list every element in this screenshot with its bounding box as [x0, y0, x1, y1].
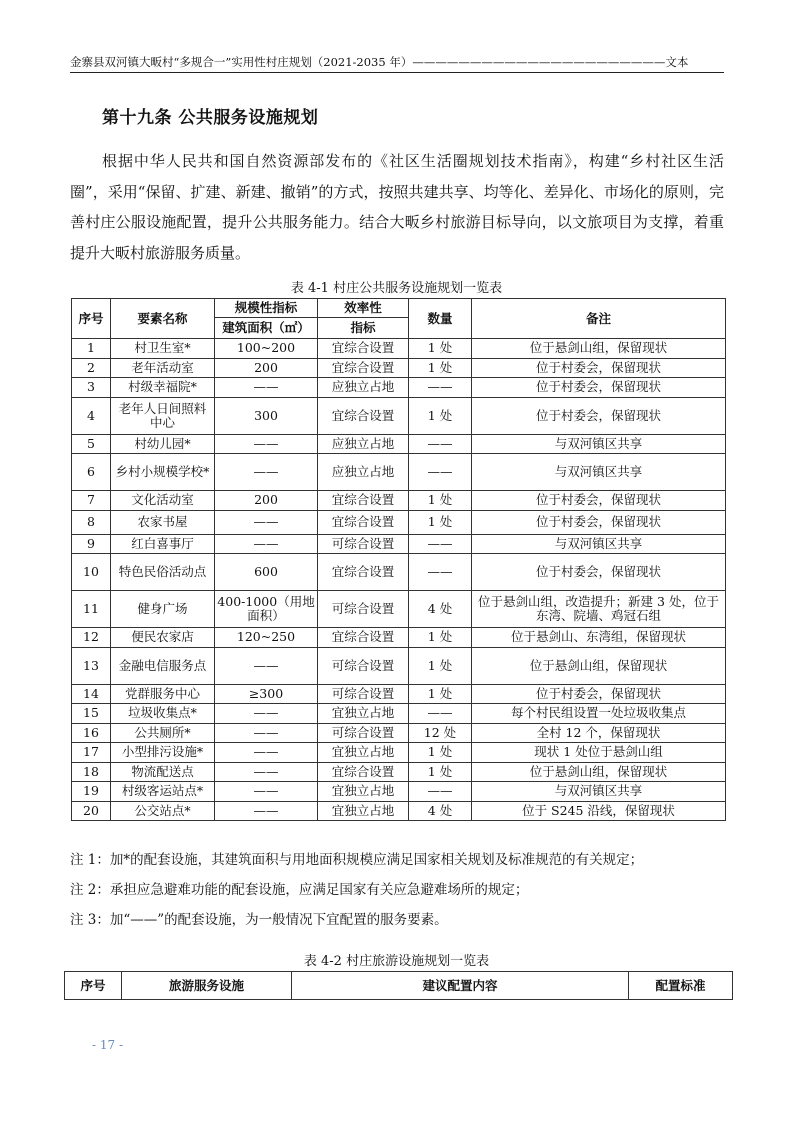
- cell-quantity: ——: [409, 434, 472, 454]
- cell-name: 党群服务中心: [111, 684, 215, 704]
- table-row: [72, 801, 726, 821]
- header-name: 要素名称: [111, 299, 215, 339]
- section-title: 第十九条 公共服务设施规划: [102, 108, 319, 128]
- cell-area: ——: [215, 723, 318, 743]
- cell-note: 位于悬剑山组，保留现状: [472, 647, 726, 684]
- table-row: [72, 723, 726, 743]
- cell-efficiency: 可综合设置: [318, 534, 409, 554]
- cell-area: 600: [215, 554, 318, 591]
- table-row: [72, 397, 726, 434]
- cell-efficiency: 宜综合设置: [318, 397, 409, 434]
- cell-name: 文化活动室: [111, 491, 215, 511]
- cell-efficiency: 宜综合设置: [318, 554, 409, 591]
- cell-quantity: ——: [409, 782, 472, 802]
- cell-name: 物流配送点: [111, 762, 215, 782]
- cell-note: 位于村委会，保留现状: [472, 510, 726, 534]
- header-note: 备注: [472, 299, 726, 339]
- header-scale: 规模性指标: [215, 299, 318, 318]
- cell-efficiency: 宜独立占地: [318, 704, 409, 724]
- cell-area: ——: [215, 434, 318, 454]
- cell-name: 农家书屋: [111, 510, 215, 534]
- cell-quantity: 4 处: [409, 591, 472, 628]
- cell-seq: 5: [72, 434, 111, 454]
- cell-efficiency: 可综合设置: [318, 723, 409, 743]
- note-1: 注 1：加*的配套设施，其建筑面积与用地面积规模应满足国家相关规划及标准规范的有关规定；: [70, 852, 644, 868]
- cell-seq: 16: [72, 723, 111, 743]
- cell-area: ——: [215, 454, 318, 491]
- cell-name: 村级幸福院*: [111, 378, 215, 398]
- table-row: [72, 782, 726, 802]
- cell-area: ——: [215, 782, 318, 802]
- table-row: [72, 647, 726, 684]
- cell-quantity: 4 处: [409, 801, 472, 821]
- cell-note: 位于悬剑山组，保留现状: [472, 339, 726, 359]
- header-efficiency: 效率性: [318, 299, 409, 318]
- cell-quantity: ——: [409, 534, 472, 554]
- cell-seq: 8: [72, 510, 111, 534]
- cell-name: 公交站点*: [111, 801, 215, 821]
- cell-note: 位于村委会，保留现状: [472, 358, 726, 378]
- page-number: - 17 -: [92, 1038, 124, 1052]
- cell-name: 小型排污设施*: [111, 743, 215, 763]
- table-row: [72, 491, 726, 511]
- cell-quantity: ——: [409, 454, 472, 491]
- cell-note: 现状 1 处位于悬剑山组: [472, 743, 726, 763]
- cell-seq: 2: [72, 358, 111, 378]
- table2-caption: 表 4-2 村庄旅游设施规划一览表: [303, 954, 490, 969]
- public-facilities-table: [71, 298, 726, 821]
- cell-quantity: ——: [409, 378, 472, 398]
- cell-area: ——: [215, 378, 318, 398]
- cell-area: 100~200: [215, 339, 318, 359]
- cell-name: 村卫生室*: [111, 339, 215, 359]
- cell-note: 每个村民组设置一处垃圾收集点: [472, 704, 726, 724]
- cell-note: 位于村委会，保留现状: [472, 491, 726, 511]
- cell-seq: 10: [72, 554, 111, 591]
- header-rule: [70, 72, 724, 73]
- cell-seq: 9: [72, 534, 111, 554]
- running-header: 金寨县双河镇大畈村“多规合一”实用性村庄规划（2021-2035 年）——————————————————————文本: [70, 55, 689, 69]
- cell-efficiency: 宜独立占地: [318, 743, 409, 763]
- cell-note: 位于村委会，保留现状: [472, 378, 726, 398]
- cell-area: ——: [215, 647, 318, 684]
- table-row: [72, 378, 726, 398]
- cell-note: 位于村委会，保留现状: [472, 397, 726, 434]
- cell-name: 村级客运站点*: [111, 782, 215, 802]
- cell-area: ≥300: [215, 684, 318, 704]
- public-facilities-table-body: [72, 339, 726, 821]
- note-3: 注 3：加“——”的配套设施，为一般情况下宜配置的服务要素。: [70, 912, 448, 928]
- cell-area: ——: [215, 801, 318, 821]
- cell-seq: 11: [72, 591, 111, 628]
- table-row: [72, 434, 726, 454]
- cell-name: 便民农家店: [111, 628, 215, 648]
- cell-name: 垃圾收集点*: [111, 704, 215, 724]
- cell-note: 与双河镇区共享: [472, 434, 726, 454]
- cell-quantity: 1 处: [409, 628, 472, 648]
- cell-area: ——: [215, 762, 318, 782]
- body-paragraph: 根据中华人民共和国自然资源部发布的《社区生活圈规划技术指南》，构建“乡村社区生活圈”，采用“保留、扩建、新建、撤销”的方式，按照共建共享、均等化、差异化、市场化的原则，完善村庄公服设施配置，提升公共服务能力。结合大畈乡村旅游目标导向，以文旅项目为支撑，着重提升大畈村旅游服务质量。: [70, 152, 724, 262]
- cell-seq: 14: [72, 684, 111, 704]
- cell-quantity: 1 处: [409, 684, 472, 704]
- cell-quantity: ——: [409, 704, 472, 724]
- cell-name: 村幼儿园*: [111, 434, 215, 454]
- cell-efficiency: 宜综合设置: [318, 628, 409, 648]
- cell-note: 与双河镇区共享: [472, 454, 726, 491]
- cell-seq: 7: [72, 491, 111, 511]
- table-row: [72, 554, 726, 591]
- cell-seq: 15: [72, 704, 111, 724]
- cell-efficiency: 可综合设置: [318, 591, 409, 628]
- cell-area: 200: [215, 491, 318, 511]
- cell-name: 金融电信服务点: [111, 647, 215, 684]
- header-seq: 序号: [72, 299, 111, 339]
- cell-name: 乡村小规模学校*: [111, 454, 215, 491]
- cell-quantity: 1 处: [409, 762, 472, 782]
- cell-note: 位于悬剑山组，改造提升；新建 3 处，位于东湾、院墙、鸡冠石组: [472, 591, 726, 628]
- cell-seq: 17: [72, 743, 111, 763]
- table-row: [72, 591, 726, 628]
- cell-seq: 19: [72, 782, 111, 802]
- cell-name: 特色民俗活动点: [111, 554, 215, 591]
- cell-note: 位于悬剑山、东湾组，保留现状: [472, 628, 726, 648]
- cell-area: 400-1000（用地面积）: [215, 591, 318, 628]
- header-efficiency-sub: 指标: [318, 318, 409, 339]
- cell-area: ——: [215, 704, 318, 724]
- tourism-facilities-table: [64, 971, 733, 1000]
- cell-seq: 1: [72, 339, 111, 359]
- cell-efficiency: 应独立占地: [318, 378, 409, 398]
- cell-seq: 12: [72, 628, 111, 648]
- table-row: [72, 454, 726, 491]
- cell-efficiency: 宜独立占地: [318, 801, 409, 821]
- cell-efficiency: 应独立占地: [318, 454, 409, 491]
- table-row: [72, 534, 726, 554]
- cell-area: 200: [215, 358, 318, 378]
- note-2: 注 2：承担应急避难功能的配套设施，应满足国家有关应急避难场所的规定；: [70, 882, 529, 898]
- cell-note: 与双河镇区共享: [472, 782, 726, 802]
- table-row: [72, 339, 726, 359]
- cell-name: 老年人日间照料中心: [111, 397, 215, 434]
- cell-quantity: 1 处: [409, 397, 472, 434]
- cell-area: 120~250: [215, 628, 318, 648]
- table1-caption: 表 4-1 村庄公共服务设施规划一览表: [290, 281, 503, 296]
- cell-quantity: 1 处: [409, 491, 472, 511]
- cell-efficiency: 可综合设置: [318, 684, 409, 704]
- cell-seq: 20: [72, 801, 111, 821]
- cell-quantity: 1 处: [409, 743, 472, 763]
- cell-note: 位于村委会，保留现状: [472, 554, 726, 591]
- table-row: [72, 762, 726, 782]
- cell-area: 300: [215, 397, 318, 434]
- header-quantity: 数量: [409, 299, 472, 339]
- cell-efficiency: 应独立占地: [318, 434, 409, 454]
- cell-note: 位于村委会，保留现状: [472, 684, 726, 704]
- cell-seq: 18: [72, 762, 111, 782]
- cell-efficiency: 宜独立占地: [318, 782, 409, 802]
- table-row: [72, 704, 726, 724]
- cell-name: 老年活动室: [111, 358, 215, 378]
- table-row: [72, 684, 726, 704]
- cell-quantity: ——: [409, 554, 472, 591]
- cell-efficiency: 宜综合设置: [318, 510, 409, 534]
- table-row: [72, 743, 726, 763]
- t2-header-seq: 序号: [65, 972, 122, 1000]
- cell-quantity: 1 处: [409, 339, 472, 359]
- table-row: [72, 628, 726, 648]
- cell-area: ——: [215, 743, 318, 763]
- cell-note: 位于悬剑山组，保留现状: [472, 762, 726, 782]
- cell-quantity: 1 处: [409, 647, 472, 684]
- cell-efficiency: 宜综合设置: [318, 358, 409, 378]
- cell-efficiency: 可综合设置: [318, 647, 409, 684]
- cell-name: 健身广场: [111, 591, 215, 628]
- cell-area: ——: [215, 534, 318, 554]
- cell-seq: 3: [72, 378, 111, 398]
- t2-header-content: 建议配置内容: [292, 972, 629, 1000]
- cell-name: 公共厕所*: [111, 723, 215, 743]
- cell-seq: 6: [72, 454, 111, 491]
- cell-quantity: 1 处: [409, 510, 472, 534]
- table-row: [72, 358, 726, 378]
- cell-efficiency: 宜综合设置: [318, 339, 409, 359]
- cell-seq: 13: [72, 647, 111, 684]
- cell-efficiency: 宜综合设置: [318, 491, 409, 511]
- cell-note: 全村 12 个，保留现状: [472, 723, 726, 743]
- cell-efficiency: 宜综合设置: [318, 762, 409, 782]
- t2-header-standard: 配置标准: [629, 972, 733, 1000]
- cell-note: 位于 S245 沿线，保留现状: [472, 801, 726, 821]
- cell-quantity: 1 处: [409, 358, 472, 378]
- cell-name: 红白喜事厅: [111, 534, 215, 554]
- cell-area: ——: [215, 510, 318, 534]
- cell-note: 与双河镇区共享: [472, 534, 726, 554]
- cell-quantity: 12 处: [409, 723, 472, 743]
- cell-seq: 4: [72, 397, 111, 434]
- table-row: [72, 510, 726, 534]
- t2-header-facility: 旅游服务设施: [122, 972, 292, 1000]
- header-area: 建筑面积（㎡）: [215, 318, 318, 339]
